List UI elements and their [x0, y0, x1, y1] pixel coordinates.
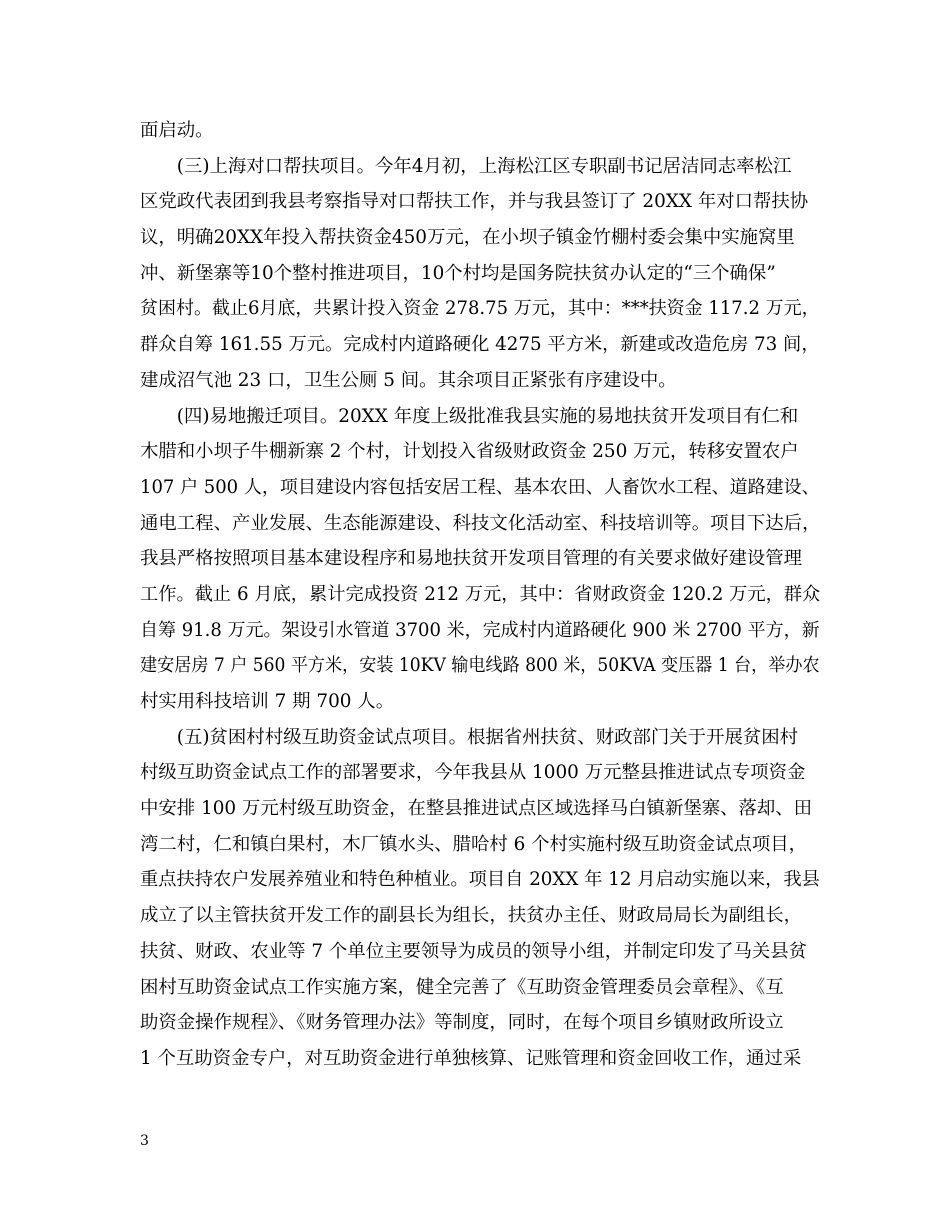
text-line: (五)贫困村村级互助资金试点项目。根据省州扶贫、财政部门关于开展贫困村 [140, 726, 799, 748]
text-line: 面启动。 [140, 120, 214, 141]
text-line: 助资金操作规程》、《财务管理办法》等制度，同时，在每个项目乡镇财政所设立 [140, 1012, 784, 1034]
page-number: 3 [140, 1133, 149, 1149]
text-line: 村实用科技培训 7 期 700 人。 [140, 691, 395, 712]
text-line: 村级互助资金试点工作的部署要求，今年我县从 1000 万元整县推进试点专项资金 [140, 762, 806, 784]
text-line: 建成沼气池 23 口，卫生公厕 5 间。其余项目正紧张有序建设中。 [140, 369, 677, 391]
text-line: 群众自筹 161.55 万元。完成村内道路硬化 4275 平方米，新建或改造危房 73 间， [140, 334, 820, 356]
text-line: 建安居房 7 户 560 平方米，安装 10KV 输电线路 800 米，50KVA 变压器 1 台，举办农 [140, 655, 820, 677]
text-line: (四)易地搬迁项目。20XX 年度上级批准我县实施的易地扶贫开发项目有仁和 [140, 405, 799, 427]
text-line: 木腊和小坝子牛棚新寨 2 个村，计划投入省级财政资金 250 万元，转移安置农户 [140, 441, 799, 463]
document-body [140, 113, 820, 1077]
text-line: 贫困村。截止6月底，共累计投入资金 278.75 万元，其中：***扶资金 117.2 万元， [140, 298, 820, 320]
text-line: 通电工程、产业发展、生态能源建设、科技文化活动室、科技培训等。项目下达后， [140, 512, 821, 534]
text-line: 冲、新堡寨等10个整村推进项目，10个村均是国务院扶贫办认定的“三个确保” [140, 262, 776, 284]
text-line: 扶贫、财政、农业等 7 个单位主要领导为成员的领导小组，并制定印发了马关县贫 [140, 940, 808, 962]
text-line: 困村互助资金试点工作实施方案，健全完善了《互助资金管理委员会章程》、《互 [140, 976, 784, 998]
text-line: 成立了以主管扶贫开发工作的副县长为组长，扶贫办主任、财政局局长为副组长， [140, 905, 803, 927]
text-line: 重点扶持农户发展养殖业和特色种植业。项目自 20XX 年 12 月启动实施以来，我县 [140, 869, 820, 891]
text-line: 自筹 91.8 万元。架设引水管道 3700 米，完成村内道路硬化 900 米 2700 平方，新 [140, 619, 820, 641]
text-line: 湾二村，仁和镇白果村，木厂镇水头、腊哈村 6 个村实施村级互助资金试点项目， [140, 833, 808, 855]
text-line: 工作。截止 6 月底，累计完成投资 212 万元，其中：省财政资金 120.2 万元，群众 [140, 583, 821, 605]
text-line: 1 个互助资金专户，对互助资金进行单独核算、记账管理和资金回收工作，通过采 [140, 1047, 802, 1069]
text-line: 区党政代表团到我县考察指导对口帮扶工作，并与我县签订了 20XX 年对口帮扶协 [140, 191, 809, 213]
text-line: (三)上海对口帮扶项目。今年4月初，上海松江区专职副书记居洁同志率松江 [140, 155, 792, 177]
text-line: 中安排 100 万元村级互助资金，在整县推进试点区域选择马白镇新堡寨、落却、田 [140, 798, 813, 820]
text-line: 议，明确20XX年投入帮扶资金450万元，在小坝子镇金竹棚村委会集中实施窝里 [140, 227, 795, 249]
text-line: 107 户 500 人，项目建设内容包括安居工程、基本农田、人畜饮水工程、道路建设、 [140, 476, 820, 498]
text-line: 我县严格按照项目基本建设程序和易地扶贫开发项目管理的有关要求做好建设管理 [140, 548, 803, 570]
